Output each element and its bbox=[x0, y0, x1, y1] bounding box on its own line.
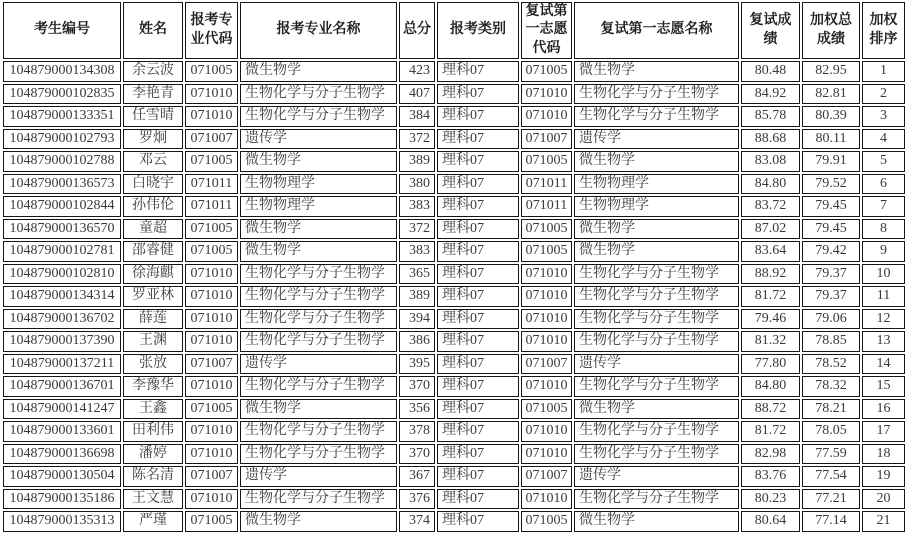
cell-weighted-score: 80.39 bbox=[802, 106, 860, 127]
cell-category: 理科07 bbox=[437, 106, 519, 127]
cell-retest-score: 83.76 bbox=[741, 466, 800, 487]
cell-major-code: 071007 bbox=[185, 129, 238, 150]
cell-name: 田利伟 bbox=[123, 421, 183, 442]
cell-retest-score: 80.48 bbox=[741, 61, 800, 82]
cell-first-choice-code: 071010 bbox=[521, 331, 572, 352]
cell-retest-score: 80.23 bbox=[741, 489, 800, 510]
cell-major-code: 071005 bbox=[185, 511, 238, 532]
cell-major-name: 生物化学与分子生物学 bbox=[240, 309, 397, 330]
cell-name: 王文慧 bbox=[123, 489, 183, 510]
cell-retest-score: 82.98 bbox=[741, 444, 800, 465]
cell-total-score: 370 bbox=[399, 444, 435, 465]
cell-first-choice-code: 071010 bbox=[521, 444, 572, 465]
cell-major-name: 微生物学 bbox=[240, 151, 397, 172]
cell-first-choice-code: 071010 bbox=[521, 264, 572, 285]
cell-total-score: 407 bbox=[399, 84, 435, 105]
cell-weighted-rank: 6 bbox=[862, 174, 905, 195]
cell-candidate-id: 104879000136573 bbox=[3, 174, 121, 195]
cell-total-score: 376 bbox=[399, 489, 435, 510]
cell-candidate-id: 104879000137390 bbox=[3, 331, 121, 352]
cell-name: 童超 bbox=[123, 219, 183, 240]
column-header-total-score: 总分 bbox=[399, 2, 435, 59]
cell-weighted-rank: 20 bbox=[862, 489, 905, 510]
cell-first-choice-code: 071005 bbox=[521, 151, 572, 172]
cell-weighted-rank: 17 bbox=[862, 421, 905, 442]
cell-retest-score: 79.46 bbox=[741, 309, 800, 330]
cell-weighted-rank: 9 bbox=[862, 241, 905, 262]
cell-major-code: 071005 bbox=[185, 241, 238, 262]
cell-first-choice-name: 微生物学 bbox=[574, 151, 739, 172]
cell-category: 理科07 bbox=[437, 129, 519, 150]
cell-first-choice-name: 微生物学 bbox=[574, 61, 739, 82]
cell-weighted-rank: 18 bbox=[862, 444, 905, 465]
cell-weighted-rank: 16 bbox=[862, 399, 905, 420]
cell-first-choice-code: 071010 bbox=[521, 309, 572, 330]
cell-candidate-id: 104879000136702 bbox=[3, 309, 121, 330]
column-header-category: 报考类别 bbox=[437, 2, 519, 59]
cell-total-score: 389 bbox=[399, 286, 435, 307]
cell-weighted-rank: 10 bbox=[862, 264, 905, 285]
cell-weighted-score: 80.11 bbox=[802, 129, 860, 150]
cell-category: 理科07 bbox=[437, 444, 519, 465]
cell-major-code: 071010 bbox=[185, 489, 238, 510]
cell-candidate-id: 104879000130504 bbox=[3, 466, 121, 487]
cell-retest-score: 81.72 bbox=[741, 421, 800, 442]
cell-first-choice-code: 071010 bbox=[521, 421, 572, 442]
cell-first-choice-name: 生物化学与分子生物学 bbox=[574, 106, 739, 127]
cell-name: 邵睿健 bbox=[123, 241, 183, 262]
cell-name: 陈名清 bbox=[123, 466, 183, 487]
table-row bbox=[3, 331, 905, 352]
cell-category: 理科07 bbox=[437, 309, 519, 330]
cell-first-choice-code: 071005 bbox=[521, 219, 572, 240]
cell-retest-score: 84.80 bbox=[741, 174, 800, 195]
cell-first-choice-code: 071005 bbox=[521, 399, 572, 420]
cell-category: 理科07 bbox=[437, 174, 519, 195]
cell-major-name: 生物化学与分子生物学 bbox=[240, 286, 397, 307]
cell-name: 罗炯 bbox=[123, 129, 183, 150]
cell-major-code: 071005 bbox=[185, 151, 238, 172]
cell-first-choice-name: 微生物学 bbox=[574, 511, 739, 532]
cell-major-code: 071005 bbox=[185, 399, 238, 420]
cell-retest-score: 77.80 bbox=[741, 354, 800, 375]
cell-retest-score: 84.80 bbox=[741, 376, 800, 397]
cell-name: 李艳青 bbox=[123, 84, 183, 105]
cell-total-score: 378 bbox=[399, 421, 435, 442]
table-row bbox=[3, 309, 905, 330]
cell-major-code: 071005 bbox=[185, 61, 238, 82]
cell-major-name: 微生物学 bbox=[240, 61, 397, 82]
cell-name: 李豫华 bbox=[123, 376, 183, 397]
column-header-first-choice-code: 复试第一志愿代码 bbox=[521, 2, 572, 59]
cell-first-choice-name: 生物物理学 bbox=[574, 196, 739, 217]
column-header-retest-score: 复试成绩 bbox=[741, 2, 800, 59]
cell-major-code: 071010 bbox=[185, 309, 238, 330]
cell-major-name: 遗传学 bbox=[240, 466, 397, 487]
cell-major-name: 生物化学与分子生物学 bbox=[240, 444, 397, 465]
cell-major-code: 071010 bbox=[185, 331, 238, 352]
cell-retest-score: 84.92 bbox=[741, 84, 800, 105]
cell-major-code: 071011 bbox=[185, 174, 238, 195]
cell-weighted-score: 78.21 bbox=[802, 399, 860, 420]
table-row bbox=[3, 421, 905, 442]
cell-name: 王鑫 bbox=[123, 399, 183, 420]
cell-retest-score: 83.72 bbox=[741, 196, 800, 217]
cell-candidate-id: 104879000133601 bbox=[3, 421, 121, 442]
table-row bbox=[3, 489, 905, 510]
table-row bbox=[3, 511, 905, 532]
cell-name: 余云波 bbox=[123, 61, 183, 82]
cell-weighted-rank: 5 bbox=[862, 151, 905, 172]
cell-weighted-score: 79.52 bbox=[802, 174, 860, 195]
cell-first-choice-code: 071007 bbox=[521, 129, 572, 150]
cell-first-choice-name: 遗传学 bbox=[574, 354, 739, 375]
cell-weighted-rank: 1 bbox=[862, 61, 905, 82]
cell-weighted-score: 79.37 bbox=[802, 286, 860, 307]
table-row bbox=[3, 219, 905, 240]
cell-first-choice-code: 071010 bbox=[521, 286, 572, 307]
cell-candidate-id: 104879000102781 bbox=[3, 241, 121, 262]
cell-candidate-id: 104879000134314 bbox=[3, 286, 121, 307]
column-header-major-name: 报考专业名称 bbox=[240, 2, 397, 59]
cell-weighted-rank: 12 bbox=[862, 309, 905, 330]
table-row bbox=[3, 241, 905, 262]
cell-category: 理科07 bbox=[437, 376, 519, 397]
column-header-name: 姓名 bbox=[123, 2, 183, 59]
cell-first-choice-code: 071005 bbox=[521, 511, 572, 532]
cell-major-name: 生物化学与分子生物学 bbox=[240, 421, 397, 442]
table-row bbox=[3, 151, 905, 172]
cell-category: 理科07 bbox=[437, 84, 519, 105]
cell-major-code: 071007 bbox=[185, 466, 238, 487]
cell-retest-score: 88.92 bbox=[741, 264, 800, 285]
cell-category: 理科07 bbox=[437, 241, 519, 262]
table-row bbox=[3, 376, 905, 397]
cell-weighted-score: 79.37 bbox=[802, 264, 860, 285]
cell-category: 理科07 bbox=[437, 196, 519, 217]
cell-weighted-score: 79.45 bbox=[802, 219, 860, 240]
cell-major-name: 生物化学与分子生物学 bbox=[240, 489, 397, 510]
cell-total-score: 394 bbox=[399, 309, 435, 330]
cell-retest-score: 88.72 bbox=[741, 399, 800, 420]
cell-weighted-rank: 7 bbox=[862, 196, 905, 217]
cell-major-code: 071011 bbox=[185, 196, 238, 217]
cell-weighted-rank: 11 bbox=[862, 286, 905, 307]
cell-major-code: 071010 bbox=[185, 444, 238, 465]
cell-first-choice-name: 生物化学与分子生物学 bbox=[574, 286, 739, 307]
cell-first-choice-name: 遗传学 bbox=[574, 129, 739, 150]
cell-total-score: 386 bbox=[399, 331, 435, 352]
table-body bbox=[3, 61, 905, 532]
cell-weighted-rank: 4 bbox=[862, 129, 905, 150]
cell-retest-score: 81.32 bbox=[741, 331, 800, 352]
cell-weighted-rank: 3 bbox=[862, 106, 905, 127]
cell-first-choice-name: 遗传学 bbox=[574, 466, 739, 487]
cell-weighted-rank: 8 bbox=[862, 219, 905, 240]
cell-name: 薛莲 bbox=[123, 309, 183, 330]
column-header-weighted-score: 加权总成绩 bbox=[802, 2, 860, 59]
cell-first-choice-name: 生物化学与分子生物学 bbox=[574, 264, 739, 285]
cell-total-score: 372 bbox=[399, 219, 435, 240]
cell-total-score: 374 bbox=[399, 511, 435, 532]
cell-weighted-score: 77.14 bbox=[802, 511, 860, 532]
cell-total-score: 370 bbox=[399, 376, 435, 397]
cell-total-score: 380 bbox=[399, 174, 435, 195]
cell-first-choice-name: 微生物学 bbox=[574, 241, 739, 262]
cell-major-name: 微生物学 bbox=[240, 219, 397, 240]
cell-candidate-id: 104879000135186 bbox=[3, 489, 121, 510]
cell-category: 理科07 bbox=[437, 354, 519, 375]
cell-major-name: 遗传学 bbox=[240, 354, 397, 375]
table-row bbox=[3, 354, 905, 375]
cell-major-name: 微生物学 bbox=[240, 399, 397, 420]
cell-category: 理科07 bbox=[437, 421, 519, 442]
cell-retest-score: 80.64 bbox=[741, 511, 800, 532]
table-row bbox=[3, 286, 905, 307]
cell-candidate-id: 104879000135313 bbox=[3, 511, 121, 532]
cell-name: 王渊 bbox=[123, 331, 183, 352]
cell-candidate-id: 104879000102844 bbox=[3, 196, 121, 217]
table-row bbox=[3, 106, 905, 127]
cell-weighted-score: 77.54 bbox=[802, 466, 860, 487]
cell-candidate-id: 104879000102793 bbox=[3, 129, 121, 150]
cell-candidate-id: 104879000141247 bbox=[3, 399, 121, 420]
cell-major-name: 生物化学与分子生物学 bbox=[240, 376, 397, 397]
cell-major-name: 生物物理学 bbox=[240, 174, 397, 195]
cell-first-choice-code: 071007 bbox=[521, 354, 572, 375]
cell-total-score: 389 bbox=[399, 151, 435, 172]
cell-category: 理科07 bbox=[437, 466, 519, 487]
cell-major-name: 微生物学 bbox=[240, 511, 397, 532]
cell-candidate-id: 104879000133351 bbox=[3, 106, 121, 127]
cell-retest-score: 85.78 bbox=[741, 106, 800, 127]
cell-candidate-id: 104879000102835 bbox=[3, 84, 121, 105]
cell-weighted-rank: 14 bbox=[862, 354, 905, 375]
cell-major-name: 生物化学与分子生物学 bbox=[240, 106, 397, 127]
cell-total-score: 356 bbox=[399, 399, 435, 420]
cell-weighted-score: 77.21 bbox=[802, 489, 860, 510]
cell-major-code: 071010 bbox=[185, 264, 238, 285]
cell-weighted-rank: 2 bbox=[862, 84, 905, 105]
cell-first-choice-code: 071010 bbox=[521, 84, 572, 105]
cell-total-score: 372 bbox=[399, 129, 435, 150]
cell-first-choice-name: 生物化学与分子生物学 bbox=[574, 376, 739, 397]
cell-major-name: 生物化学与分子生物学 bbox=[240, 264, 397, 285]
cell-weighted-score: 78.52 bbox=[802, 354, 860, 375]
cell-weighted-rank: 19 bbox=[862, 466, 905, 487]
cell-weighted-score: 79.45 bbox=[802, 196, 860, 217]
cell-name: 孙伟伦 bbox=[123, 196, 183, 217]
cell-total-score: 383 bbox=[399, 241, 435, 262]
cell-candidate-id: 104879000134308 bbox=[3, 61, 121, 82]
cell-first-choice-name: 生物化学与分子生物学 bbox=[574, 444, 739, 465]
cell-first-choice-code: 071011 bbox=[521, 174, 572, 195]
cell-total-score: 365 bbox=[399, 264, 435, 285]
cell-retest-score: 81.72 bbox=[741, 286, 800, 307]
cell-weighted-rank: 13 bbox=[862, 331, 905, 352]
cell-retest-score: 83.08 bbox=[741, 151, 800, 172]
cell-major-name: 生物化学与分子生物学 bbox=[240, 331, 397, 352]
cell-first-choice-name: 生物化学与分子生物学 bbox=[574, 489, 739, 510]
table-row bbox=[3, 174, 905, 195]
cell-first-choice-name: 微生物学 bbox=[574, 219, 739, 240]
column-header-weighted-rank: 加权排序 bbox=[862, 2, 905, 59]
cell-weighted-score: 79.06 bbox=[802, 309, 860, 330]
cell-first-choice-code: 071011 bbox=[521, 196, 572, 217]
cell-name: 张放 bbox=[123, 354, 183, 375]
cell-first-choice-name: 生物化学与分子生物学 bbox=[574, 331, 739, 352]
cell-major-name: 生物物理学 bbox=[240, 196, 397, 217]
cell-category: 理科07 bbox=[437, 264, 519, 285]
column-header-major-code: 报考专业代码 bbox=[185, 2, 238, 59]
admission-results-table bbox=[1, 0, 907, 534]
cell-weighted-score: 78.32 bbox=[802, 376, 860, 397]
cell-category: 理科07 bbox=[437, 61, 519, 82]
cell-candidate-id: 104879000102810 bbox=[3, 264, 121, 285]
cell-first-choice-name: 生物化学与分子生物学 bbox=[574, 309, 739, 330]
cell-category: 理科07 bbox=[437, 331, 519, 352]
cell-name: 严瑾 bbox=[123, 511, 183, 532]
cell-first-choice-name: 生物化学与分子生物学 bbox=[574, 421, 739, 442]
cell-weighted-rank: 15 bbox=[862, 376, 905, 397]
cell-total-score: 383 bbox=[399, 196, 435, 217]
cell-category: 理科07 bbox=[437, 399, 519, 420]
cell-candidate-id: 104879000137211 bbox=[3, 354, 121, 375]
cell-retest-score: 83.64 bbox=[741, 241, 800, 262]
cell-major-code: 071010 bbox=[185, 286, 238, 307]
table-row bbox=[3, 129, 905, 150]
cell-weighted-score: 79.91 bbox=[802, 151, 860, 172]
cell-weighted-score: 77.59 bbox=[802, 444, 860, 465]
cell-first-choice-name: 生物化学与分子生物学 bbox=[574, 84, 739, 105]
cell-candidate-id: 104879000136570 bbox=[3, 219, 121, 240]
cell-total-score: 367 bbox=[399, 466, 435, 487]
column-header-first-choice-name: 复试第一志愿名称 bbox=[574, 2, 739, 59]
column-header-candidate-id: 考生编号 bbox=[3, 2, 121, 59]
cell-candidate-id: 104879000102788 bbox=[3, 151, 121, 172]
table-row bbox=[3, 399, 905, 420]
cell-first-choice-code: 071010 bbox=[521, 106, 572, 127]
cell-weighted-score: 82.95 bbox=[802, 61, 860, 82]
table-row bbox=[3, 444, 905, 465]
cell-total-score: 395 bbox=[399, 354, 435, 375]
cell-weighted-score: 82.81 bbox=[802, 84, 860, 105]
table-row bbox=[3, 61, 905, 82]
cell-category: 理科07 bbox=[437, 286, 519, 307]
cell-major-code: 071010 bbox=[185, 421, 238, 442]
table-row bbox=[3, 466, 905, 487]
cell-first-choice-name: 微生物学 bbox=[574, 399, 739, 420]
cell-first-choice-name: 生物物理学 bbox=[574, 174, 739, 195]
cell-weighted-score: 78.85 bbox=[802, 331, 860, 352]
cell-candidate-id: 104879000136701 bbox=[3, 376, 121, 397]
cell-major-name: 遗传学 bbox=[240, 129, 397, 150]
cell-major-code: 071010 bbox=[185, 84, 238, 105]
table-row bbox=[3, 264, 905, 285]
cell-retest-score: 88.68 bbox=[741, 129, 800, 150]
cell-category: 理科07 bbox=[437, 151, 519, 172]
cell-major-name: 微生物学 bbox=[240, 241, 397, 262]
cell-major-code: 071007 bbox=[185, 354, 238, 375]
cell-name: 邓云 bbox=[123, 151, 183, 172]
cell-category: 理科07 bbox=[437, 489, 519, 510]
cell-first-choice-code: 071005 bbox=[521, 61, 572, 82]
cell-name: 罗亚林 bbox=[123, 286, 183, 307]
cell-total-score: 384 bbox=[399, 106, 435, 127]
cell-weighted-score: 78.05 bbox=[802, 421, 860, 442]
cell-first-choice-code: 071007 bbox=[521, 466, 572, 487]
cell-category: 理科07 bbox=[437, 511, 519, 532]
cell-candidate-id: 104879000136698 bbox=[3, 444, 121, 465]
cell-category: 理科07 bbox=[437, 219, 519, 240]
cell-name: 徐海麒 bbox=[123, 264, 183, 285]
cell-weighted-rank: 21 bbox=[862, 511, 905, 532]
table-row bbox=[3, 196, 905, 217]
cell-weighted-score: 79.42 bbox=[802, 241, 860, 262]
cell-name: 任雪晴 bbox=[123, 106, 183, 127]
cell-first-choice-code: 071010 bbox=[521, 489, 572, 510]
table-row bbox=[3, 84, 905, 105]
cell-first-choice-code: 071010 bbox=[521, 376, 572, 397]
cell-name: 白晓宇 bbox=[123, 174, 183, 195]
cell-major-code: 071010 bbox=[185, 106, 238, 127]
header-row bbox=[3, 2, 905, 59]
cell-retest-score: 87.02 bbox=[741, 219, 800, 240]
cell-major-name: 生物化学与分子生物学 bbox=[240, 84, 397, 105]
cell-name: 潘婷 bbox=[123, 444, 183, 465]
cell-first-choice-code: 071005 bbox=[521, 241, 572, 262]
cell-major-code: 071005 bbox=[185, 219, 238, 240]
cell-total-score: 423 bbox=[399, 61, 435, 82]
cell-major-code: 071010 bbox=[185, 376, 238, 397]
